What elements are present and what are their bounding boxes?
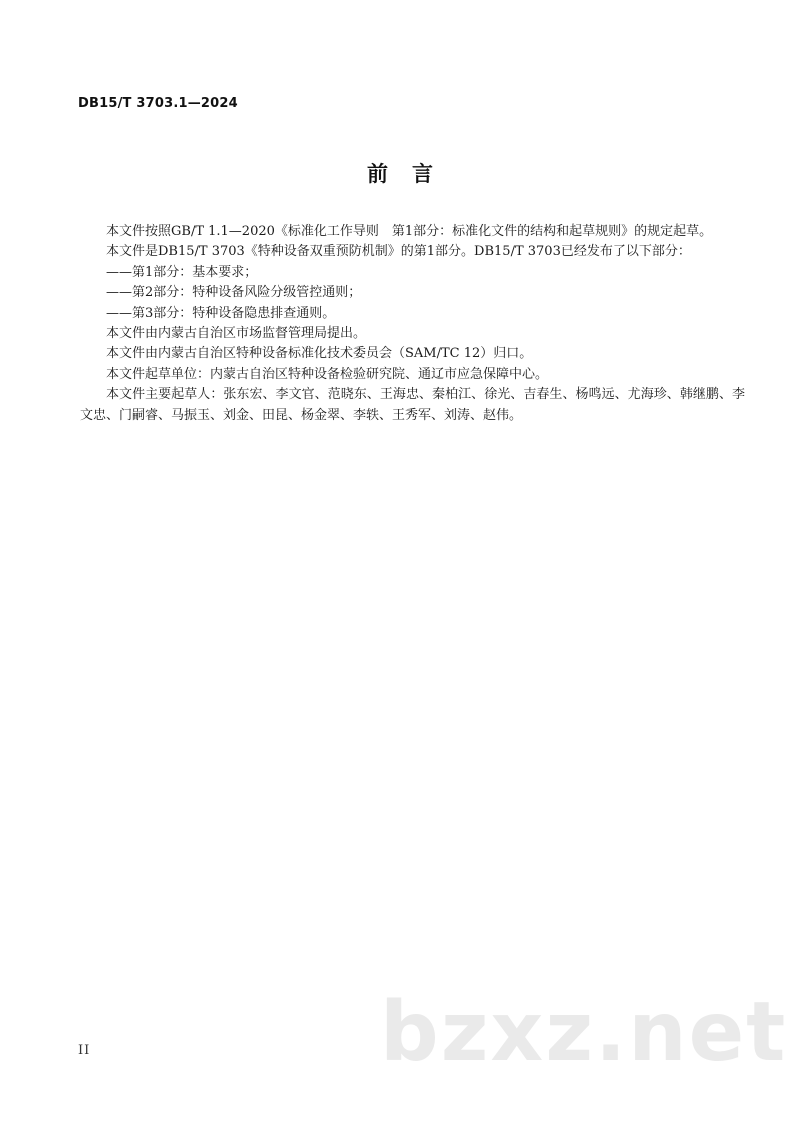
list-item-part-3: ——第3部分：特种设备隐患排查通则。 — [106, 305, 336, 321]
document-code: DB15/T 3703.1—2024 — [78, 96, 238, 111]
paragraph-under-jurisdiction: 本文件由内蒙古自治区特种设备标准化技术委员会（SAM/TC 12）归口。 — [106, 346, 533, 362]
paragraph-series-parts: 本文件是DB15/T 3703《特种设备双重预防机制》的第1部分。DB15/T 3703已经发布了以下部分： — [106, 244, 691, 260]
page-title: 前言 — [367, 162, 457, 186]
list-item-part-1: ——第1部分：基本要求； — [106, 264, 258, 280]
paragraph-proposed-by: 本文件由内蒙古自治区市场监督管理局提出。 — [106, 326, 367, 342]
watermark-logo: bzxz.net — [380, 985, 788, 1080]
foreword-body — [80, 222, 745, 426]
paragraph-drafting-rules: 本文件按照GB/T 1.1—2020《标准化工作导则 第1部分：标准化文件的结构和起草规则》的规定起草。 — [106, 224, 713, 239]
page-number: II — [78, 1043, 91, 1058]
paragraph-drafting-units: 本文件起草单位：内蒙古自治区特种设备检验研究院、通辽市应急保障中心。 — [106, 366, 549, 382]
list-item-part-2: ——第2部分：特种设备风险分级管控通则； — [106, 285, 362, 301]
paragraph-drafters: 本文件主要起草人：张东宏、李文官、范晓东、王海忠、秦柏江、徐光、吉春生、杨鸣远、尤海珍、韩继鹏、李文忠、门嗣睿、马振玉、刘金、田昆、杨金翠、李轶、王秀军、刘涛、赵伟。 — [80, 387, 745, 423]
